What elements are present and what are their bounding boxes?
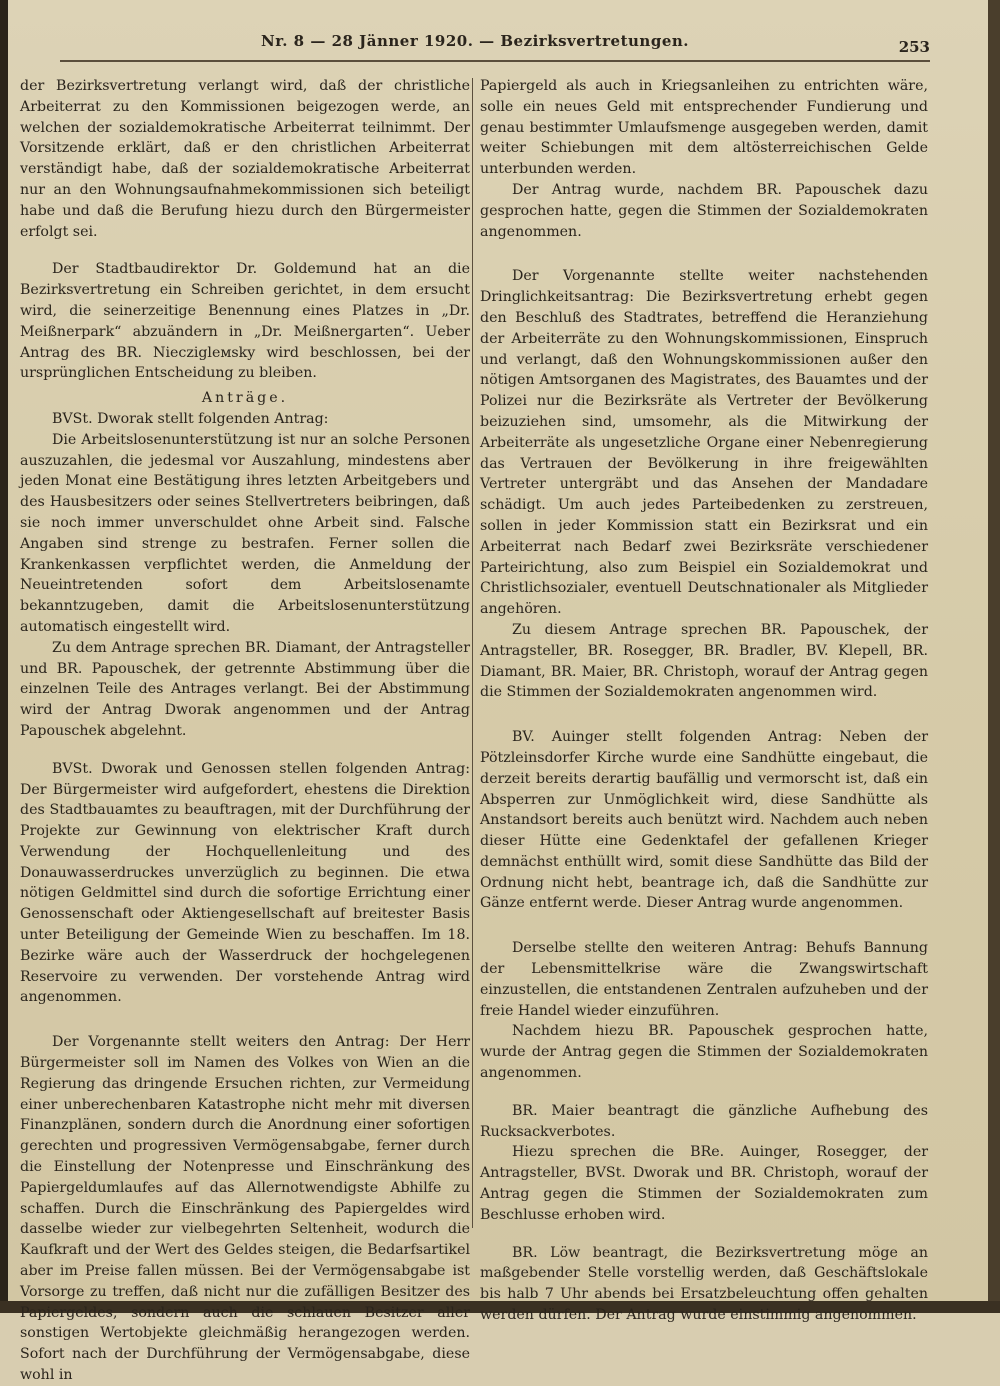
left-column [20,76,470,1386]
section-heading: Anträge. [201,390,289,407]
paragraph: BR. Maier beantragt die gänzliche Aufhebung des Rucksackverbotes. [480,1102,928,1140]
scan-edge-left [0,0,8,1313]
paragraph: Der Stadtbaudirektor Dr. Goldemund hat an die Bezirksvertretung ein Schreiben gerichtet, in dem ersucht wird, die seinerzeitige Benennung eines Platzes in „Dr. Meißnerpark“ abzuändern in „Dr. Meißnergarten“. Ueber Antrag des BR. Nieczigleмsky wird beschlossen, bei der ursprünglichen Entscheidung zu bleiben. [20,261,470,382]
column-divider [472,78,473,1228]
header-rule [60,60,930,62]
paragraph: BVSt. Dworak und Genossen stellen folgenden Antrag: Der Bürgermeister wird aufgefordert, ehestens die Direktion des Stadtbauamtes zu beauftragen, mit der Durchführung der Projekte zur Gewinnung von elektrischer Kraft durch Verwendung der Hochquellenleitung und des Donauwasserdruckes unverzüglich zu beginnen. Die etwa nötigen Geldmittel sind durch die sofortige Errichtung einer Genossenschaft oder Aktiengesellschaft auf breitester Basis unter Beteiligung der Gemeinde Wien zu beschaffen. Im 18. Bezirke wäre auch der Wasserdruck der hochgelegenen Reservoire zu verwenden. Der vorstehende Antrag wird angenommen. [20,760,470,1006]
page-number: 253 [898,38,930,56]
paragraph: der Bezirksvertretung verlangt wird, daß der christliche Arbeiterrat zu den Kommissionen beigezogen werde, an welchen der sozialdemokratische Arbeiterrat teilnimmt. Der Vorsitzende erklärt, daß er den christlichen Arbeiterrat verständigt habe, daß der sozialdemokratische Arbeiterrat nur an den Wohnungsaufnahmekommissionen sich beteiligt habe und daß die Berufung hiezu durch den Bürgermeister erfolgt sei. [20,78,470,240]
paragraph: Der Antrag wurde, nachdem BR. Papouschek dazu gesprochen hatte, gegen die Stimmen der Sozialdemokraten angenommen. [480,181,928,240]
paragraph: Der Vorgenannte stellte weiter nachstehenden Dringlichkeitsantrag: Die Bezirksvertretung erhebt gegen den Beschluß des Stadtrates, betreffend die Heranziehung der Arbeiterräte zu den Wohnungskommissionen, Einspruch und verlangt, daß den Wohnungskommissionen außer den nötigen Amtsorganen des Magistrates, des Bauamtes und der Polizei nur die Bezirksräte als Vertreter der Bevölkerung beizuziehen sind, umsomehr, als die Mitwirkung der Arbeiterräte als ungesetzliche Organe einer Nebenregierung das Vertrauen der Bevölkerung in ihre freigewählten Vertreter untergräbt und das Ansehen der Mandadare schädigt. Um auch jedes Parteibedenken zu zerstreuen, sollen in jeder Kommission statt ein Bezirksrat und ein Arbeiterrat nach Bedarf zwei Bezirksräte verschiedener Parteirichtung, also zum Beispiel ein Sozialdemokrat und Christlichsozialer, eventuell Deutschnationaler als Mitglieder angehören. [480,268,928,618]
paragraph: Nachdem hiezu BR. Papouschek gesprochen hatte, wurde der Antrag gegen die Stimmen der Sozialdemokraten angenommen. [480,1023,928,1082]
paragraph: Derselbe stellte den weiteren Antrag: Behufs Bannung der Lebensmittelkrise wäre die Zwangswirtschaft einzustellen, die entstandenen Zentralen aufzuheben und der freie Handel wieder einzuführen. [480,940,928,1019]
paragraph: Zu dem Antrage sprechen BR. Diamant, der Antragsteller und BR. Papouschek, der getrennte Abstimmung über die einzelnen Teile des Antrages verlangt. Bei der Abstimmung wird der Antrag Dworak angenommen und der Antrag Papouschek abgelehnt. [20,639,470,739]
paragraph: Hiezu sprechen die BRe. Auinger, Rosegger, der Antragsteller, BVSt. Dworak und BR. Christoph, worauf der Antrag gegen die Stimmen der Sozialdemokraten zum Beschlusse erhoben wird. [480,1144,928,1223]
right-column [480,76,928,1326]
paragraph: BV. Auinger stellt folgenden Antrag: Neben der Pötzleinsdorfer Kirche wurde eine Sandhütte eingebaut, die derzeit bereits derartig baufällig und vermorscht ist, daß ein Absperren zur Unmöglichkeit wird, diese Sandhütte als Anstandsort bereits auch benützt wird. Nachdem auch neben dieser Hütte eine Gedenktafel der gefallenen Krieger demnächst enthüllt wird, somit diese Sandhütte das Bild der Ordnung nicht hebt, beantrage ich, daß die Sandhütte zur Gänze entfernt werde. Dieser Antrag wurde angenommen. [480,729,928,912]
paragraph: Zu diesem Antrage sprechen BR. Papouschek, der Antragsteller, BR. Rosegger, BR. Bradler, BV. Klepell, BR. Diamant, BR. Maier, BR. Christoph, worauf der Antrag gegen die Stimmen der Sozialdemokraten angenommen wird. [480,621,928,701]
paragraph: Papiergeld als auch in Kriegsanleihen zu entrichten wäre, solle ein neues Geld mit entsprechender Fundierung und genau bestimmter Umlaufsmenge ausgegeben werden, damit weiter Schiebungen mit dem altösterreichischen Gelde unterbunden werden. [480,78,928,178]
paragraph: Der Vorgenannte stellt weiters den Antrag: Der Herr Bürgermeister soll im Namen des Volkes von Wien an die Regierung das dringende Ersuchen richten, zur Vermeidung einer unberechenbaren Katastrophe nicht mehr mit diversen Finanzplänen, sondern durch die Anordnung einer sofortigen gerechten und progressiven Vermögensabgabe, ferner durch die Einstellung der Notenpresse und Einschränkung des Papiergeldumlaufes auf das Allernotwendigste Abhilfe zu schaffen. Durch die Einschränkung des Papiergeldes wird dasselbe wieder zur vielbegehrten Seltenheit, wodurch die Kaufkraft und der Wert des Geldes steigen, die Bedarfsartikel aber im Preise fallen müssen. Bei der Vermögensabgabe ist Vorsorge zu treffen, daß nicht nur die zufälligen Besitzer des Papiergeldes, sondern auch die schlauen Besitzer aller sonstigen Wertobjekte gleichmäßig herangezogen werden. Sofort nach der Durchführung der Vermögensabgabe, diese wohl in [20,1034,470,1384]
paragraph: BR. Löw beantragt, die Bezirksvertretung möge an maßgebender Stelle vorstellig werden, daß Geschäftslokale bis halb 7 Uhr abends bei Ersatzbeleuchtung offen gehalten werden dürfen. Der Antrag wurde einstimmig angenommen. [480,1244,928,1324]
paragraph: BVSt. Dworak stellt folgenden Antrag: [52,410,329,427]
page-header [20,32,930,62]
paragraph: Die Arbeitslosenunterstützung ist nur an solche Personen auszuzahlen, die jedesmal vor Auszahlung, mindestens aber jeden Monat eine Bestätigung ihres letzten Arbeitgebers und des Hausbesitzers oder seines Stellvertreters beibringen, daß sie noch immer unverschuldet ohne Arbeit sind. Falsche Angaben sind strenge zu bestrafen. Ferner sollen die Krankenkassen verpflichtet werden, die Anmeldung der Neueintretenden sofort dem Arbeitslosenamte bekanntzugeben, damit die Arbeitslosenunterstützung automatisch eingestellt wird. [20,431,470,635]
scan-edge-right [988,0,1000,1313]
header-title: Nr. 8 — 28 Jänner 1920. — Bezirksvertretungen. [261,32,689,50]
